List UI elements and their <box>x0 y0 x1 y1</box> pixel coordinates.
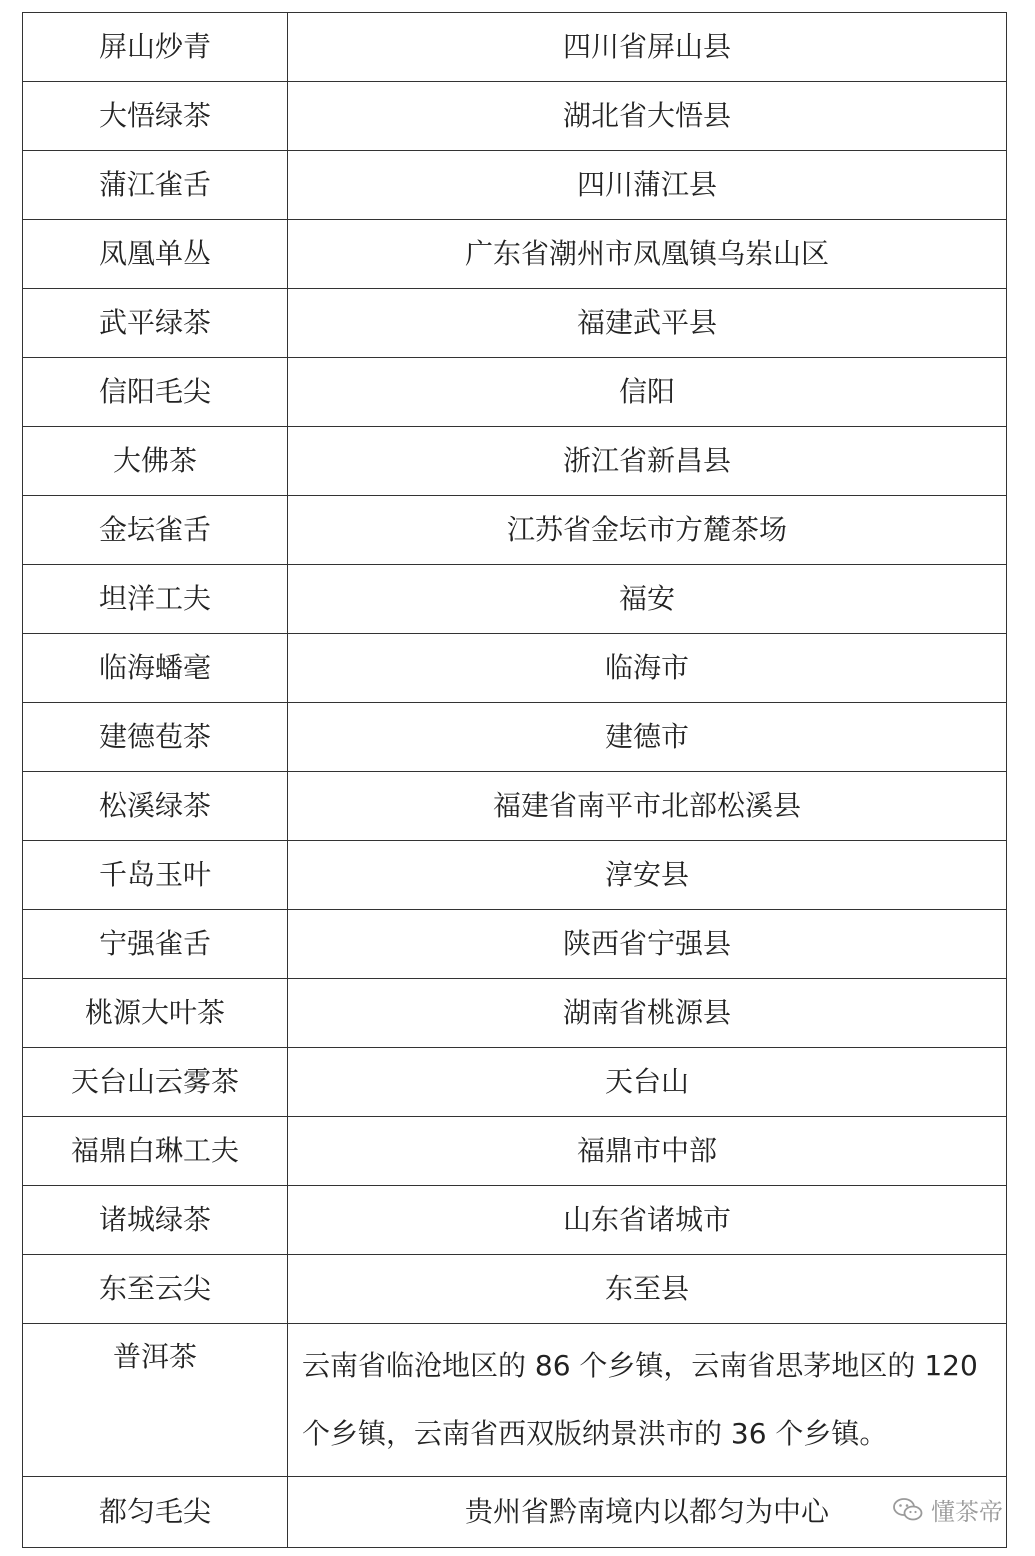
table-row <box>23 772 1007 841</box>
tea-name-cell: 千岛玉叶 <box>23 841 288 910</box>
tea-origin-cell: 建德市 <box>288 703 1007 772</box>
tea-origin-cell: 广东省潮州市凤凰镇乌岽山区 <box>288 220 1007 289</box>
tea-origin-cell: 福鼎市中部 <box>288 1117 1007 1186</box>
table-row <box>23 151 1007 220</box>
tea-name-cell: 金坛雀舌 <box>23 496 288 565</box>
tea-name-cell: 东至云尖 <box>23 1255 288 1324</box>
table-row <box>23 1255 1007 1324</box>
tea-name-cell: 福鼎白琳工夫 <box>23 1117 288 1186</box>
tea-origin-cell: 四川省屏山县 <box>288 13 1007 82</box>
table-row <box>23 1117 1007 1186</box>
tea-origin-cell: 浙江省新昌县 <box>288 427 1007 496</box>
table-row <box>23 1048 1007 1117</box>
table-row <box>23 427 1007 496</box>
tea-origin-cell: 湖北省大悟县 <box>288 82 1007 151</box>
table-row <box>23 634 1007 703</box>
table-row <box>23 1186 1007 1255</box>
table-row <box>23 565 1007 634</box>
tea-name-cell: 天台山云雾茶 <box>23 1048 288 1117</box>
tea-name-cell: 蒲江雀舌 <box>23 151 288 220</box>
tea-name-cell: 建德苞茶 <box>23 703 288 772</box>
tea-origin-cell: 山东省诸城市 <box>288 1186 1007 1255</box>
tea-origin-table <box>22 12 1007 1548</box>
tea-origin-cell: 福建省南平市北部松溪县 <box>288 772 1007 841</box>
tea-name-cell: 松溪绿茶 <box>23 772 288 841</box>
tea-origin-cell: 云南省临沧地区的 86 个乡镇，云南省思茅地区的 120 个乡镇，云南省西双版纳景洪市的 36 个乡镇。 <box>288 1324 1007 1477</box>
tea-origin-cell: 贵州省黔南境内以都匀为中心 <box>288 1477 1007 1548</box>
tea-origin-cell: 福建武平县 <box>288 289 1007 358</box>
tea-origin-cell: 东至县 <box>288 1255 1007 1324</box>
tea-origin-cell: 信阳 <box>288 358 1007 427</box>
tea-name-cell: 都匀毛尖 <box>23 1477 288 1548</box>
tea-name-cell: 信阳毛尖 <box>23 358 288 427</box>
tea-name-cell: 坦洋工夫 <box>23 565 288 634</box>
tea-name-cell: 宁强雀舌 <box>23 910 288 979</box>
table-row <box>23 496 1007 565</box>
tea-name-cell: 临海蟠毫 <box>23 634 288 703</box>
watermark-text: 懂茶帝 <box>931 1498 1003 1526</box>
tea-name-cell: 凤凰单丛 <box>23 220 288 289</box>
table-row <box>23 1477 1007 1548</box>
table-row <box>23 841 1007 910</box>
tea-origin-cell: 湖南省桃源县 <box>288 979 1007 1048</box>
tea-name-cell: 桃源大叶茶 <box>23 979 288 1048</box>
tea-origin-cell: 淳安县 <box>288 841 1007 910</box>
table-row <box>23 703 1007 772</box>
tea-name-cell: 诸城绿茶 <box>23 1186 288 1255</box>
table-row <box>23 82 1007 151</box>
watermark <box>893 1492 1003 1527</box>
table-row <box>23 910 1007 979</box>
table-row <box>23 979 1007 1048</box>
tea-name-cell: 武平绿茶 <box>23 289 288 358</box>
tea-origin-cell: 陕西省宁强县 <box>288 910 1007 979</box>
table-row <box>23 1324 1007 1477</box>
tea-origin-cell: 江苏省金坛市方麓茶场 <box>288 496 1007 565</box>
wechat-icon <box>893 1497 923 1523</box>
tea-origin-cell: 四川蒲江县 <box>288 151 1007 220</box>
table-row <box>23 289 1007 358</box>
tea-origin-cell: 福安 <box>288 565 1007 634</box>
tea-name-cell: 大悟绿茶 <box>23 82 288 151</box>
tea-name-cell: 普洱茶 <box>23 1324 288 1477</box>
table-row <box>23 13 1007 82</box>
tea-name-cell: 大佛茶 <box>23 427 288 496</box>
table-row <box>23 358 1007 427</box>
table-row <box>23 220 1007 289</box>
tea-name-cell: 屏山炒青 <box>23 13 288 82</box>
tea-origin-cell: 临海市 <box>288 634 1007 703</box>
tea-origin-cell: 天台山 <box>288 1048 1007 1117</box>
